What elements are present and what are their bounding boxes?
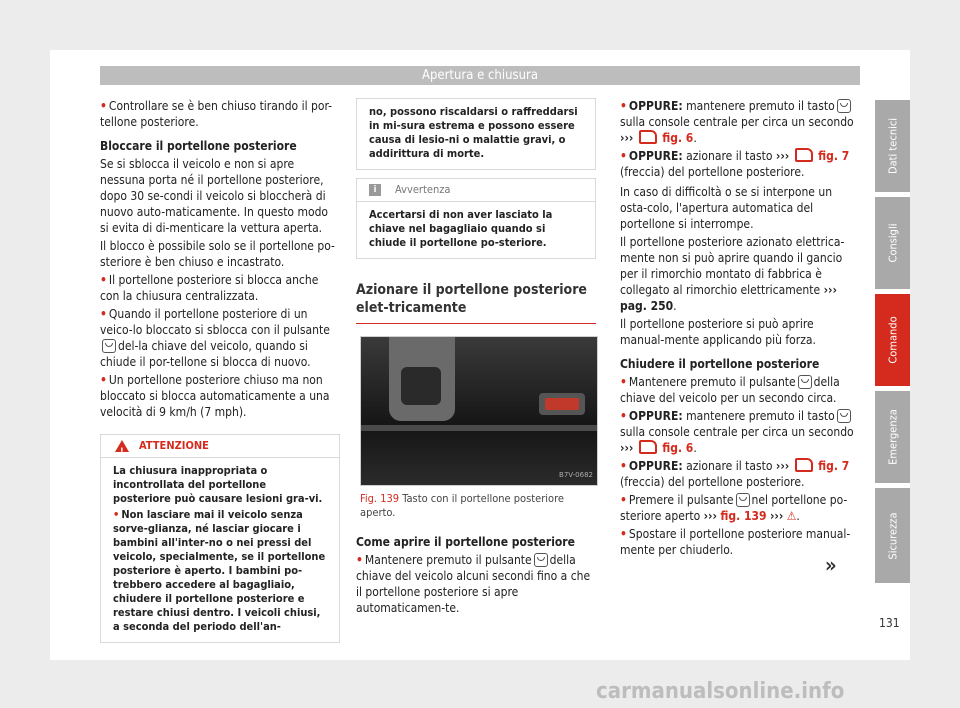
column-2 (356, 98, 596, 616)
bullet-close-console: • OPPURE: mantenere premuto il tasto sulla console centrale per circa un secondo ››› fig. 6. (620, 409, 854, 455)
load-warning-icon (639, 130, 657, 144)
fig-7-link[interactable]: fig. 7 (818, 459, 850, 473)
warning-triangle-icon: ⚠ (786, 509, 797, 523)
bullet-press-button: • Premere il pulsante nel portellone po-steriore aperto ››› fig. 139 ››› ⚠. (620, 493, 848, 523)
bullet-manual-close: • Spostare il portellone posteriore manual-mente per chiuderlo. (620, 527, 851, 557)
bullet-check-closed: • Controllare se è ben chiuso tirando il por-tellone posteriore. (100, 99, 333, 129)
page-250-link[interactable]: pag. 250 (620, 299, 674, 313)
note-header: i Avvertenza (357, 179, 595, 202)
figure-caption: Fig. 139 Tasto con il portellone posteriore aperto. (360, 492, 565, 519)
bullet-speed-lock: • Un portellone posteriore chiuso ma non bloccato si blocca automaticamente a una velocità di 9 km/h (7 mph). (100, 373, 330, 419)
bullet-key-unlock: • Quando il portellone posteriore di un veico-lo bloccato si sblocca con il pulsantedel-la chiave del veicolo, quando si chiude il por-tellone si blocca di nuovo. (100, 307, 330, 369)
fig-139-link[interactable]: fig. 139 (720, 509, 767, 523)
key-tailgate-icon (534, 553, 548, 567)
console-button-icon (837, 409, 851, 423)
paragraph-obstacle: In caso di difficoltà o se si interpone un osta-colo, l'apertura automatica del portellone si interrompe. (620, 185, 833, 231)
warning-header: ! ATTENZIONE (101, 435, 339, 458)
bullet-central-lock: • Il portellone posteriore si blocca anche con la chiusura centralizzata. (100, 273, 319, 303)
continue-arrow-icon: » (825, 553, 837, 577)
warning-box-continued (356, 98, 596, 170)
page-number: 131 (879, 616, 900, 630)
tab-emergenza[interactable]: Emergenza (875, 391, 910, 483)
paragraph-auto-lock: Se si sblocca il veicolo e non si apre nessuna porta né il portellone posteriore, dopo 30 se-condi il veicolo si bloccherà di nuovo auto-maticamente. In questo modo si evita di di-menticare la vettura aperta. (100, 157, 329, 235)
warning-body: La chiusura inappropriata o incontrollata del portellone posteriore può causare lesioni gra-vi. • Non lasciare mai il veicolo senza sorve-glianza, né lasciar giocare i bambini all'inter-no o nei pressi del veicolo, specialmente, se il portellone posteriore è aperto. I bambini po-trebbero accedere al bagagliaio, chiudere il portellone posteriore e restare chiusi dentro. I veicoli chiusi, a seconda del periodo dell'an- (113, 464, 326, 633)
page-header: Apertura e chiusura (100, 66, 860, 85)
figure-code: B7V-0682 (559, 471, 593, 479)
column-1 (100, 98, 340, 643)
warning-box (100, 434, 340, 643)
figure-139 (360, 336, 596, 520)
paragraph-trailer: Il portellone posteriore azionato elettrica-mente non si può aprire quando il gancio per il rimorchio montato di fabbrica è collegato al rimorchio elettricamente ››› pag. 250. (620, 235, 845, 313)
tailgate-button-image (360, 336, 598, 486)
section-title: Azionare il portellone posteriore elet-tricamente (356, 281, 596, 324)
tailgate-button-icon (736, 493, 750, 507)
subheading-lock: Bloccare il portellone posteriore (100, 139, 297, 153)
bullet-or-tailgate-key: • OPPURE: azionare il tasto ››› fig. 7 (freccia) del portellone posteriore. (620, 149, 850, 179)
column-3 (620, 98, 860, 558)
info-icon: i (369, 184, 381, 196)
bullet-close-tailgate-key: • OPPURE: azionare il tasto ››› fig. 7 (freccia) del portellone posteriore. (620, 459, 850, 489)
bullet-close-key: • Mantenere premuto il pulsante della chiave del veicolo per un secondo circa. (620, 375, 840, 405)
warning-triangle-icon (115, 440, 129, 452)
subheading-open: Come aprire il portellone posteriore (356, 535, 575, 549)
console-button-icon (837, 99, 851, 113)
load-warning-icon (639, 440, 657, 454)
key-tailgate-icon (798, 375, 812, 389)
fig-6-link[interactable]: fig. 6 (662, 441, 694, 455)
bullet-open-key: • Mantenere premuto il pulsante della chiave del veicolo alcuni secondi fino a che il portellone posteriore si apre automaticamen-te. (356, 553, 591, 615)
fig-6-link[interactable]: fig. 6 (662, 131, 694, 145)
subheading-close: Chiudere il portellone posteriore (620, 357, 820, 371)
load-warning-icon (795, 458, 813, 472)
warning-continued-body: no, possono riscaldarsi o raffreddarsi in mi-sura estrema e possono essere causa di lesio-ni o malattie gravi, o addirittura di morte. (369, 105, 578, 160)
tab-dati-tecnici[interactable]: Dati tecnici (875, 100, 910, 192)
fig-7-link[interactable]: fig. 7 (818, 149, 850, 163)
tab-sicurezza[interactable]: Sicurezza (875, 488, 910, 583)
load-warning-icon (795, 148, 813, 162)
note-box (356, 178, 596, 259)
tab-comando[interactable]: Comando (875, 294, 910, 386)
paragraph-lock-condition: Il blocco è possibile solo se il portellone po-steriore è ben chiuso e incastrato. (100, 239, 335, 269)
paragraph-manual-open: Il portellone posteriore si può aprire manual-mente applicando più forza. (620, 317, 816, 347)
tab-consigli[interactable]: Consigli (875, 197, 910, 289)
watermark: carmanualsonline.info (596, 679, 845, 704)
bullet-or-console: • OPPURE: mantenere premuto il tasto sulla console centrale per circa un secondo ››› fig. 6. (620, 99, 854, 145)
note-body: Accertarsi di non aver lasciato la chiave nel bagagliaio quando si chiude il portellone po-steriore. (369, 208, 553, 249)
key-tailgate-icon (102, 339, 116, 353)
